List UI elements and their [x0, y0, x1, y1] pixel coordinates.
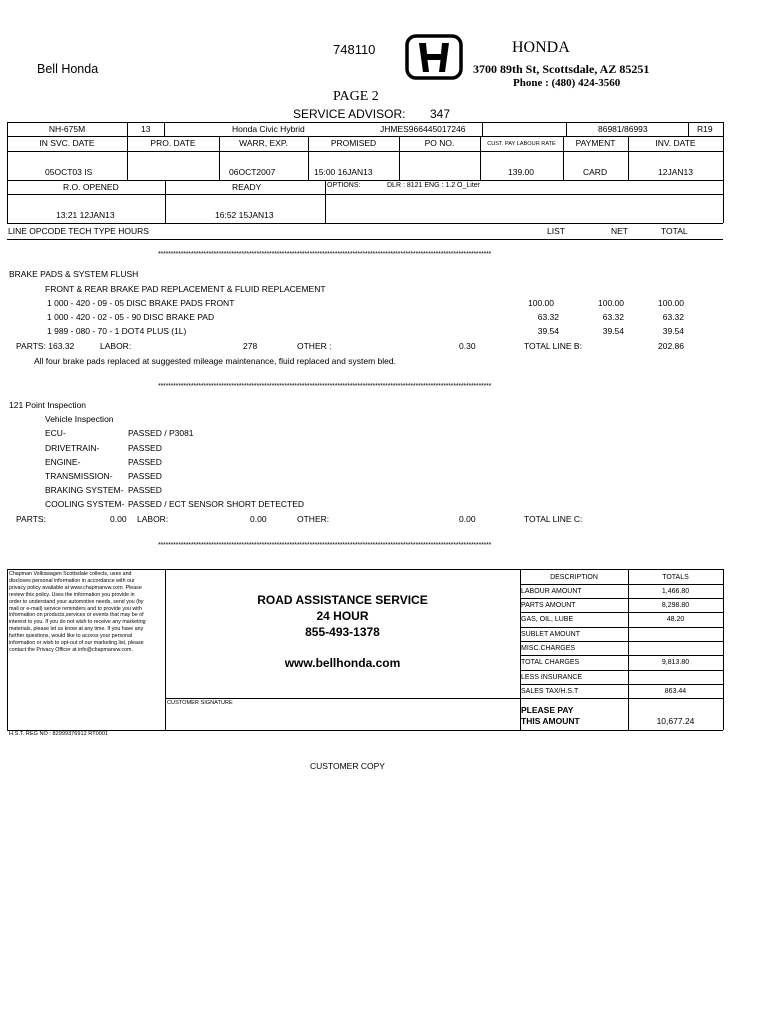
line-item-list: 63.32	[537, 312, 559, 322]
column-header-rule	[7, 239, 723, 240]
check-label: ECU-	[45, 428, 66, 438]
check-label: DRIVETRAIN-	[45, 443, 100, 453]
summary-header-totals: TOTALS	[662, 574, 689, 581]
vehicle-revision: R19	[697, 124, 713, 134]
column-header-net: NET	[611, 226, 628, 236]
section-c-title: 121 Point Inspection	[9, 400, 87, 410]
line-item-text: 1 000 - 420 - 02 - 05 - 90 DISC BRAKE PAD	[47, 312, 215, 322]
summary-header-description: DESCRIPTION	[550, 574, 598, 581]
dealer-phone: Phone : (480) 424-3560	[513, 77, 621, 89]
header-inv-date: INV. DATE	[655, 138, 696, 148]
section-b-title: BRAKE PADS & SYSTEM FLUSH	[9, 269, 139, 279]
section-c-other-label: OTHER:	[297, 514, 330, 524]
options-label: OPTIONS:	[327, 182, 361, 189]
summary-value: 48.20	[666, 616, 685, 623]
inv-date-value: 12JAN13	[658, 167, 693, 177]
page-number: PAGE 2	[333, 89, 379, 104]
section-c-labor-label: LABOR:	[137, 514, 169, 524]
vehicle-code: 13	[141, 124, 151, 134]
ro-opened-value: 13:21 12JAN13	[56, 210, 115, 220]
header-payment: PAYMENT	[575, 138, 616, 148]
vehicle-model: Honda Civic Hybrid	[232, 124, 305, 134]
section-c-labor-value: 0.00	[250, 514, 267, 524]
summary-value: 863.44	[664, 688, 687, 695]
separator-line: ************************************************************************************************************************************	[158, 542, 492, 549]
ready-value: 16:52 15JAN13	[215, 210, 274, 220]
section-c-parts-label: PARTS:	[16, 514, 46, 524]
section-b-total-value: 202.86	[658, 341, 684, 351]
check-label: ENGINE-	[45, 457, 81, 467]
section-b-parts: PARTS: 163.32	[16, 341, 75, 351]
summary-desc: SUBLET AMOUNT	[521, 631, 580, 638]
check-value: PASSED	[128, 443, 162, 453]
section-b-labor-value: 278	[243, 341, 258, 351]
section-b-other-label: OTHER :	[297, 341, 332, 351]
check-value: PASSED / ECT SENSOR SHORT DETECTED	[128, 499, 305, 509]
this-amount-label: THIS AMOUNT	[521, 716, 580, 726]
summary-desc: GAS, OIL, LUBE	[521, 616, 574, 623]
summary-value: 9,813.80	[661, 659, 690, 666]
brand-name: HONDA	[512, 39, 570, 56]
check-label: COOLING SYSTEM-	[45, 499, 125, 509]
payment-value: CARD	[583, 167, 608, 177]
summary-value: 8,298.80	[661, 602, 690, 609]
customer-signature-label: CUSTOMER SIGNATURE	[167, 700, 233, 706]
line-item-text: 1 000 - 420 - 09 - 05 DISC BRAKE PADS FRONT	[47, 298, 235, 308]
section-b-total-label: TOTAL LINE B:	[524, 341, 582, 351]
options-value: DLR : 8121 ENG : 1.2 O_Liter	[387, 182, 480, 189]
header-pro-date: PRO. DATE	[150, 138, 196, 148]
promised-value: 15:00 16JAN13	[314, 167, 373, 177]
please-pay-label: PLEASE PAY	[521, 705, 574, 715]
customer-copy-label: CUSTOMER COPY	[310, 761, 385, 771]
in-svc-date-value: 05OCT03 IS	[45, 167, 93, 177]
check-label: TRANSMISSION-	[45, 471, 113, 481]
line-item-list: 39.54	[537, 326, 559, 336]
section-c-other-value: 0.00	[459, 514, 476, 524]
dealer-name: Bell Honda	[37, 62, 99, 76]
privacy-notice: Chapman Volkswagen Scottsdale collects, uses and discloses personal information in accordance with our privacy policy available at www.chapmanvw.com. Please review this policy. Uses the information you provide in order to understand your automotive needs, send you (by mail or e-mail) service reminders and to provide you with information on products,services or events that may be of interest to you. If you do not wish to receive any marketing materials, please let us know at any time. If you have any further questions, would like to access your personal information or wish to opt-out of our marketing list, please contact the Privacy Officer at info@chapmanvw.com.	[9, 571, 146, 653]
summary-desc: LESS INSURANCE	[521, 674, 583, 681]
summary-desc: PARTS AMOUNT	[521, 602, 576, 609]
header-in-svc-date: IN SVC. DATE	[39, 138, 95, 148]
line-item-total: 39.54	[662, 326, 684, 336]
vehicle-mileage: 86981/86993	[598, 124, 648, 134]
line-item-total: 100.00	[658, 298, 684, 308]
road-assist-hours: 24 HOUR	[316, 609, 369, 623]
line-item-net: 63.32	[602, 312, 624, 322]
amount-due: 10,677.24	[656, 716, 695, 726]
dealer-address: 3700 89th St, Scottsdale, AZ 85251	[473, 62, 650, 76]
separator-line: ************************************************************************************************************************************	[158, 383, 492, 390]
header-warr-exp: WARR, EXP.	[239, 138, 288, 148]
line-item-net: 39.54	[602, 326, 624, 336]
section-c-total-label: TOTAL LINE C:	[524, 514, 583, 524]
column-header-list: LIST	[547, 226, 565, 236]
line-item-text: 1 989 - 080 - 70 - 1 DOT4 PLUS (1L)	[47, 326, 187, 336]
service-advisor-label: SERVICE ADVISOR:	[293, 107, 406, 121]
check-value: PASSED / P3081	[128, 428, 194, 438]
dealer-website: www.bellhonda.com	[284, 656, 401, 670]
service-advisor-value: 347	[430, 107, 451, 121]
summary-desc: TOTAL CHARGES	[521, 659, 580, 666]
section-c-parts-value: 0.00	[110, 514, 127, 524]
check-value: PASSED	[128, 457, 162, 467]
line-item-total: 63.32	[662, 312, 684, 322]
vehicle-vin: JHMES966445017246	[380, 124, 466, 134]
vehicle-tag: NH-675M	[48, 124, 86, 134]
summary-desc: SALES TAX/H.S.T	[521, 688, 579, 695]
ro-opened-label: R.O. OPENED	[63, 182, 119, 192]
column-header-left: LINE OPCODE TECH TYPE HOURS	[8, 226, 149, 236]
section-b-subtitle: FRONT & REAR BRAKE PAD REPLACEMENT & FLUID REPLACEMENT	[45, 284, 326, 294]
ready-label: READY	[232, 182, 262, 192]
summary-desc: LABOUR AMOUNT	[521, 588, 582, 595]
section-b-labor-label: LABOR:	[100, 341, 132, 351]
section-b-note: All four brake pads replaced at suggested mileage maintenance, fluid replaced and system bled.	[34, 356, 396, 366]
separator-line: ************************************************************************************************************************************	[158, 251, 492, 258]
line-item-list: 100.00	[528, 298, 554, 308]
section-b-other-value: 0.30	[459, 341, 476, 351]
section-c-subtitle: Vehicle Inspection	[45, 414, 114, 424]
summary-desc: MISC.CHARGES	[521, 645, 576, 652]
hst-registration: H.S.T. REG NO : 82999376912 RT0001	[9, 731, 109, 737]
honda-logo-icon	[405, 34, 463, 80]
check-value: PASSED	[128, 471, 162, 481]
check-value: PASSED	[128, 485, 162, 495]
warr-exp-value: 06OCT2007	[229, 167, 276, 177]
road-assist-title: ROAD ASSISTANCE SERVICE	[257, 593, 428, 607]
summary-value: 1,466.80	[661, 588, 690, 595]
header-po-no: PO NO.	[424, 138, 455, 148]
labour-rate-value: 139.00	[508, 167, 534, 177]
check-label: BRAKING SYSTEM-	[45, 485, 124, 495]
ro-number: 748110	[333, 42, 376, 57]
line-item-net: 100.00	[598, 298, 624, 308]
road-assist-phone: 855-493-1378	[305, 625, 380, 639]
column-header-total: TOTAL	[661, 226, 688, 236]
header-labour-rate: CUST. PAY LABOUR RATE	[487, 141, 556, 147]
header-promised: PROMISED	[330, 138, 377, 148]
